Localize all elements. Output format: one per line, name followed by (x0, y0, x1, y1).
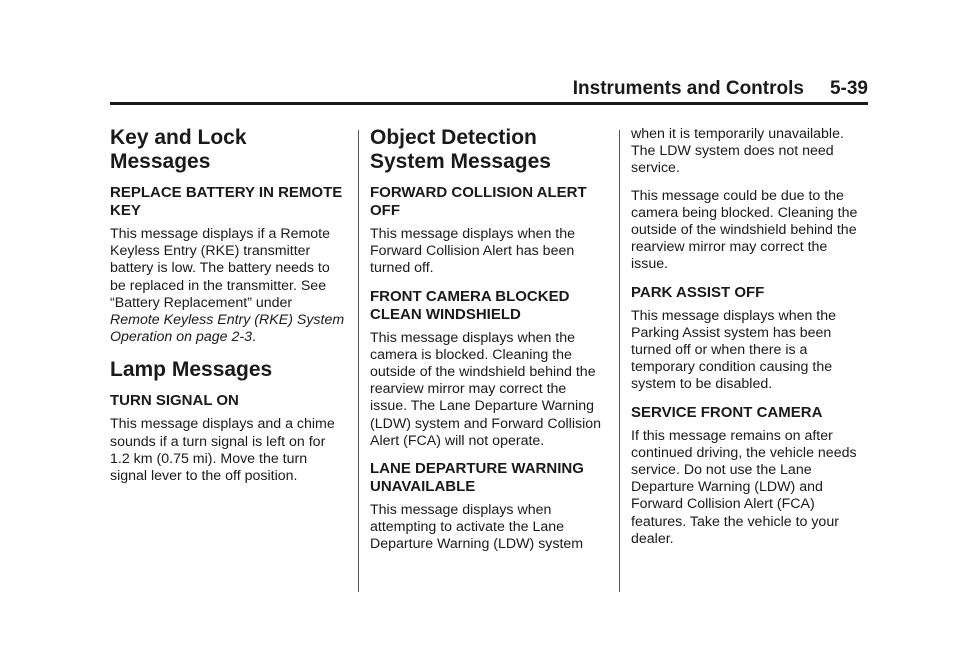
paragraph-service-camera: If this message remains on after continued driving, the vehicle needs service. Do not use the Lane Departure Warning (LDW) and Forward Collision Alert (FCA) features. Take the vehicle to your dealer. (631, 427, 857, 547)
punctuation: . (251, 329, 256, 346)
heading-replace-battery: REPLACE BATTERY IN REMOTE KEY (110, 184, 343, 219)
paragraph-text: This message displays if a Remote Keyless Entry (RKE) transmitter battery is low. The battery needs to be replaced in the transmitter. See “Battery Replacement” under (110, 226, 330, 311)
heading-turn-signal-on: TURN SIGNAL ON (110, 392, 239, 410)
paragraph-ldw-unavailable: This message displays when attempting to activate the Lane Departure Warning (LDW) system (370, 502, 584, 553)
paragraph-turn-signal: This message displays and a chime sounds if a turn signal is left on for 1.2 km (0.75 mi). Move the turn signal lever to the off position. (110, 416, 335, 485)
paragraph-ldw-continued: when it is temporarily unavailable. The LDW system does not need service. (631, 126, 844, 177)
heading-camera-blocked: FRONT CAMERA BLOCKED CLEAN WINDSHIELD (370, 287, 570, 323)
heading-object-detection: Object Detection System Messages (370, 126, 551, 173)
paragraph-camera-blocked: This message displays when the camera is blocked. Cleaning the outside of the windshield behind the rearview mirror may correct the issue. The Lane Departure Warning (LDW) system and Forward Collision Alert (FCA) will not operate. (370, 329, 601, 449)
section-title: Instruments and Controls (572, 78, 804, 99)
cross-reference-link[interactable]: Remote Keyless Entry (RKE) System Operation on page 2-3 (110, 312, 345, 346)
paragraph-ldw-cause: This message could be due to the camera being blocked. Cleaning the outside of the windshield behind the rearview mirror may correct the issue. (631, 187, 858, 273)
running-header (573, 78, 868, 100)
heading-service-front-camera: SERVICE FRONT CAMERA (631, 403, 823, 421)
heading-key-lock-messages: Key and Lock Messages (110, 126, 247, 173)
column-1 (110, 126, 346, 495)
heading-fca-off: FORWARD COLLISION ALERT OFF (370, 184, 587, 219)
heading-ldw-unavailable: LANE DEPARTURE WARNING UNAVAILABLE (370, 460, 584, 496)
paragraph-park-assist: This message displays when the Parking Assist system has been turned off or when there is a temporary condition causing the system to be disabled. (631, 307, 837, 393)
paragraph-replace-battery (110, 226, 346, 346)
paragraph-fca-off: This message displays when the Forward Collision Alert has been turned off. (370, 226, 576, 277)
header-rule (110, 102, 868, 105)
column-3 (631, 126, 867, 558)
heading-park-assist-off: PARK ASSIST OFF (631, 283, 765, 301)
column-divider (358, 130, 359, 592)
column-divider (619, 130, 620, 592)
column-2 (370, 126, 606, 564)
page-number: 5-39 (829, 78, 868, 99)
heading-lamp-messages: Lamp Messages (110, 358, 273, 382)
